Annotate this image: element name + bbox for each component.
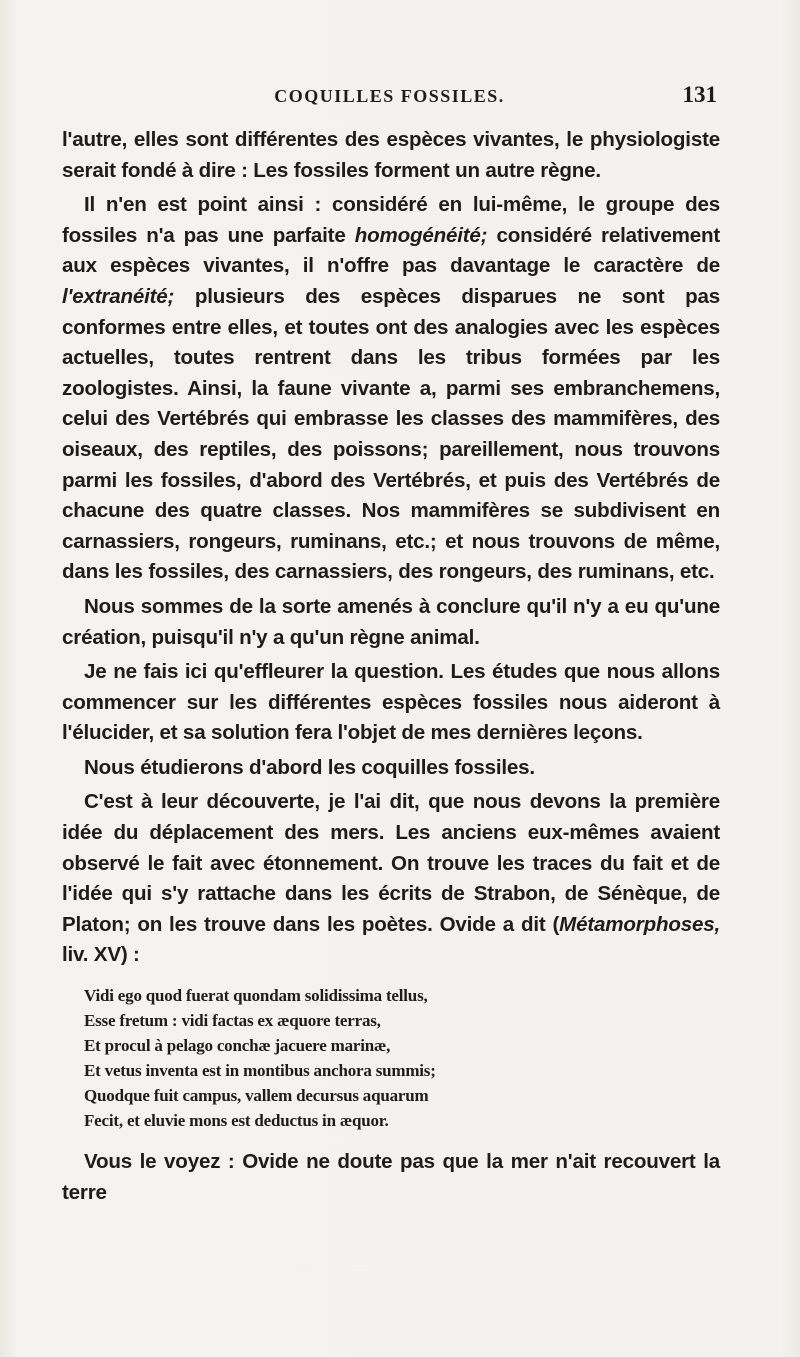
- body-text: [62, 125, 720, 1208]
- verse-line: Vidi ego quod fuerat quondam solidissima tellus,: [84, 986, 428, 1006]
- paragraph-5: Nous étudierons d'abord les coquilles fossiles.: [84, 755, 535, 779]
- paragraph-2: Il n'en est point ainsi : considéré en lui-même, le groupe des fossiles n'a pas une parfaite homogénéité; considéré relativement aux espèces vivantes, il n'offre pas davantage le caractère de l'extranéité; plusieurs des espèces disparues ne sont pas conformes entre elles, et toutes ont des analogies avec les espèces actuelles, toutes rentrent dans les tribus formées par les zoologistes. Ainsi, la faune vivante a, parmi ses embranchemens, celui des Vertébrés qui embrasse les classes des mammifères, des oiseaux, des reptiles, des poissons; pareillement, nous trouvons parmi les fossiles, d'abord des Vertébrés, et puis des Vertébrés de chacune des quatre classes. Nos mammifères se subdivisent en carnassiers, rongeurs, ruminans, etc.; et nous trouvons de même, dans les fossiles, des carnassiers, des rongeurs, des ruminans, etc.: [62, 193, 720, 584]
- verse-line: Quodque fuit campus, vallem decursus aquarum: [84, 1086, 429, 1106]
- paragraph-1: l'autre, elles sont différentes des espèces vivantes, le physiologiste serait fondé à dire : Les fossiles forment un autre règne.: [62, 128, 720, 182]
- latin-verse-quote: [84, 983, 720, 1133]
- emphasis-metamorphoses: Métamorphoses,: [559, 912, 720, 936]
- page-header: [62, 82, 717, 112]
- verse-line: Esse fretum : vidi factas ex æquore terras,: [84, 1011, 381, 1031]
- paragraph-6: C'est à leur découverte, je l'ai dit, que nous devons la première idée du déplacement des mers. Les anciens eux-mêmes avaient observé le fait avec étonnement. On trouve les traces du fait et de l'idée qui s'y rattache dans les écrits de Strabon, de Sénèque, de Platon; on les trouve dans les poètes. Ovide a dit (Métamorphoses, liv. XV) :: [62, 790, 720, 967]
- verse-line: Fecit, et eluvie mons est deductus in æquor.: [84, 1111, 389, 1131]
- closing-line: Vous le voyez : Ovide ne doute pas que la mer n'ait recouvert la terre: [62, 1150, 720, 1204]
- running-title: COQUILLES FOSSILES.: [274, 86, 505, 106]
- paragraph-3: Nous sommes de la sorte amenés à conclure qu'il n'y a eu qu'une création, puisqu'il n'y a qu'un règne animal.: [62, 594, 720, 649]
- emphasis-homogeneite: homogénéité;: [354, 223, 488, 247]
- verse-line: Et procul à pelago conchæ jacuere marinæ,: [84, 1036, 391, 1056]
- emphasis-extraneite: l'extranéité;: [62, 284, 175, 308]
- verse-line: Et vetus inventa est in montibus anchora summis;: [84, 1061, 436, 1081]
- page-number: 131: [682, 82, 717, 107]
- paragraph-4: Je ne fais ici qu'effleurer la question. Les études que nous allons commencer sur les différentes espèces fossiles nous aideront à l'élucider, et sa solution fera l'objet de mes dernières leçons.: [62, 660, 720, 745]
